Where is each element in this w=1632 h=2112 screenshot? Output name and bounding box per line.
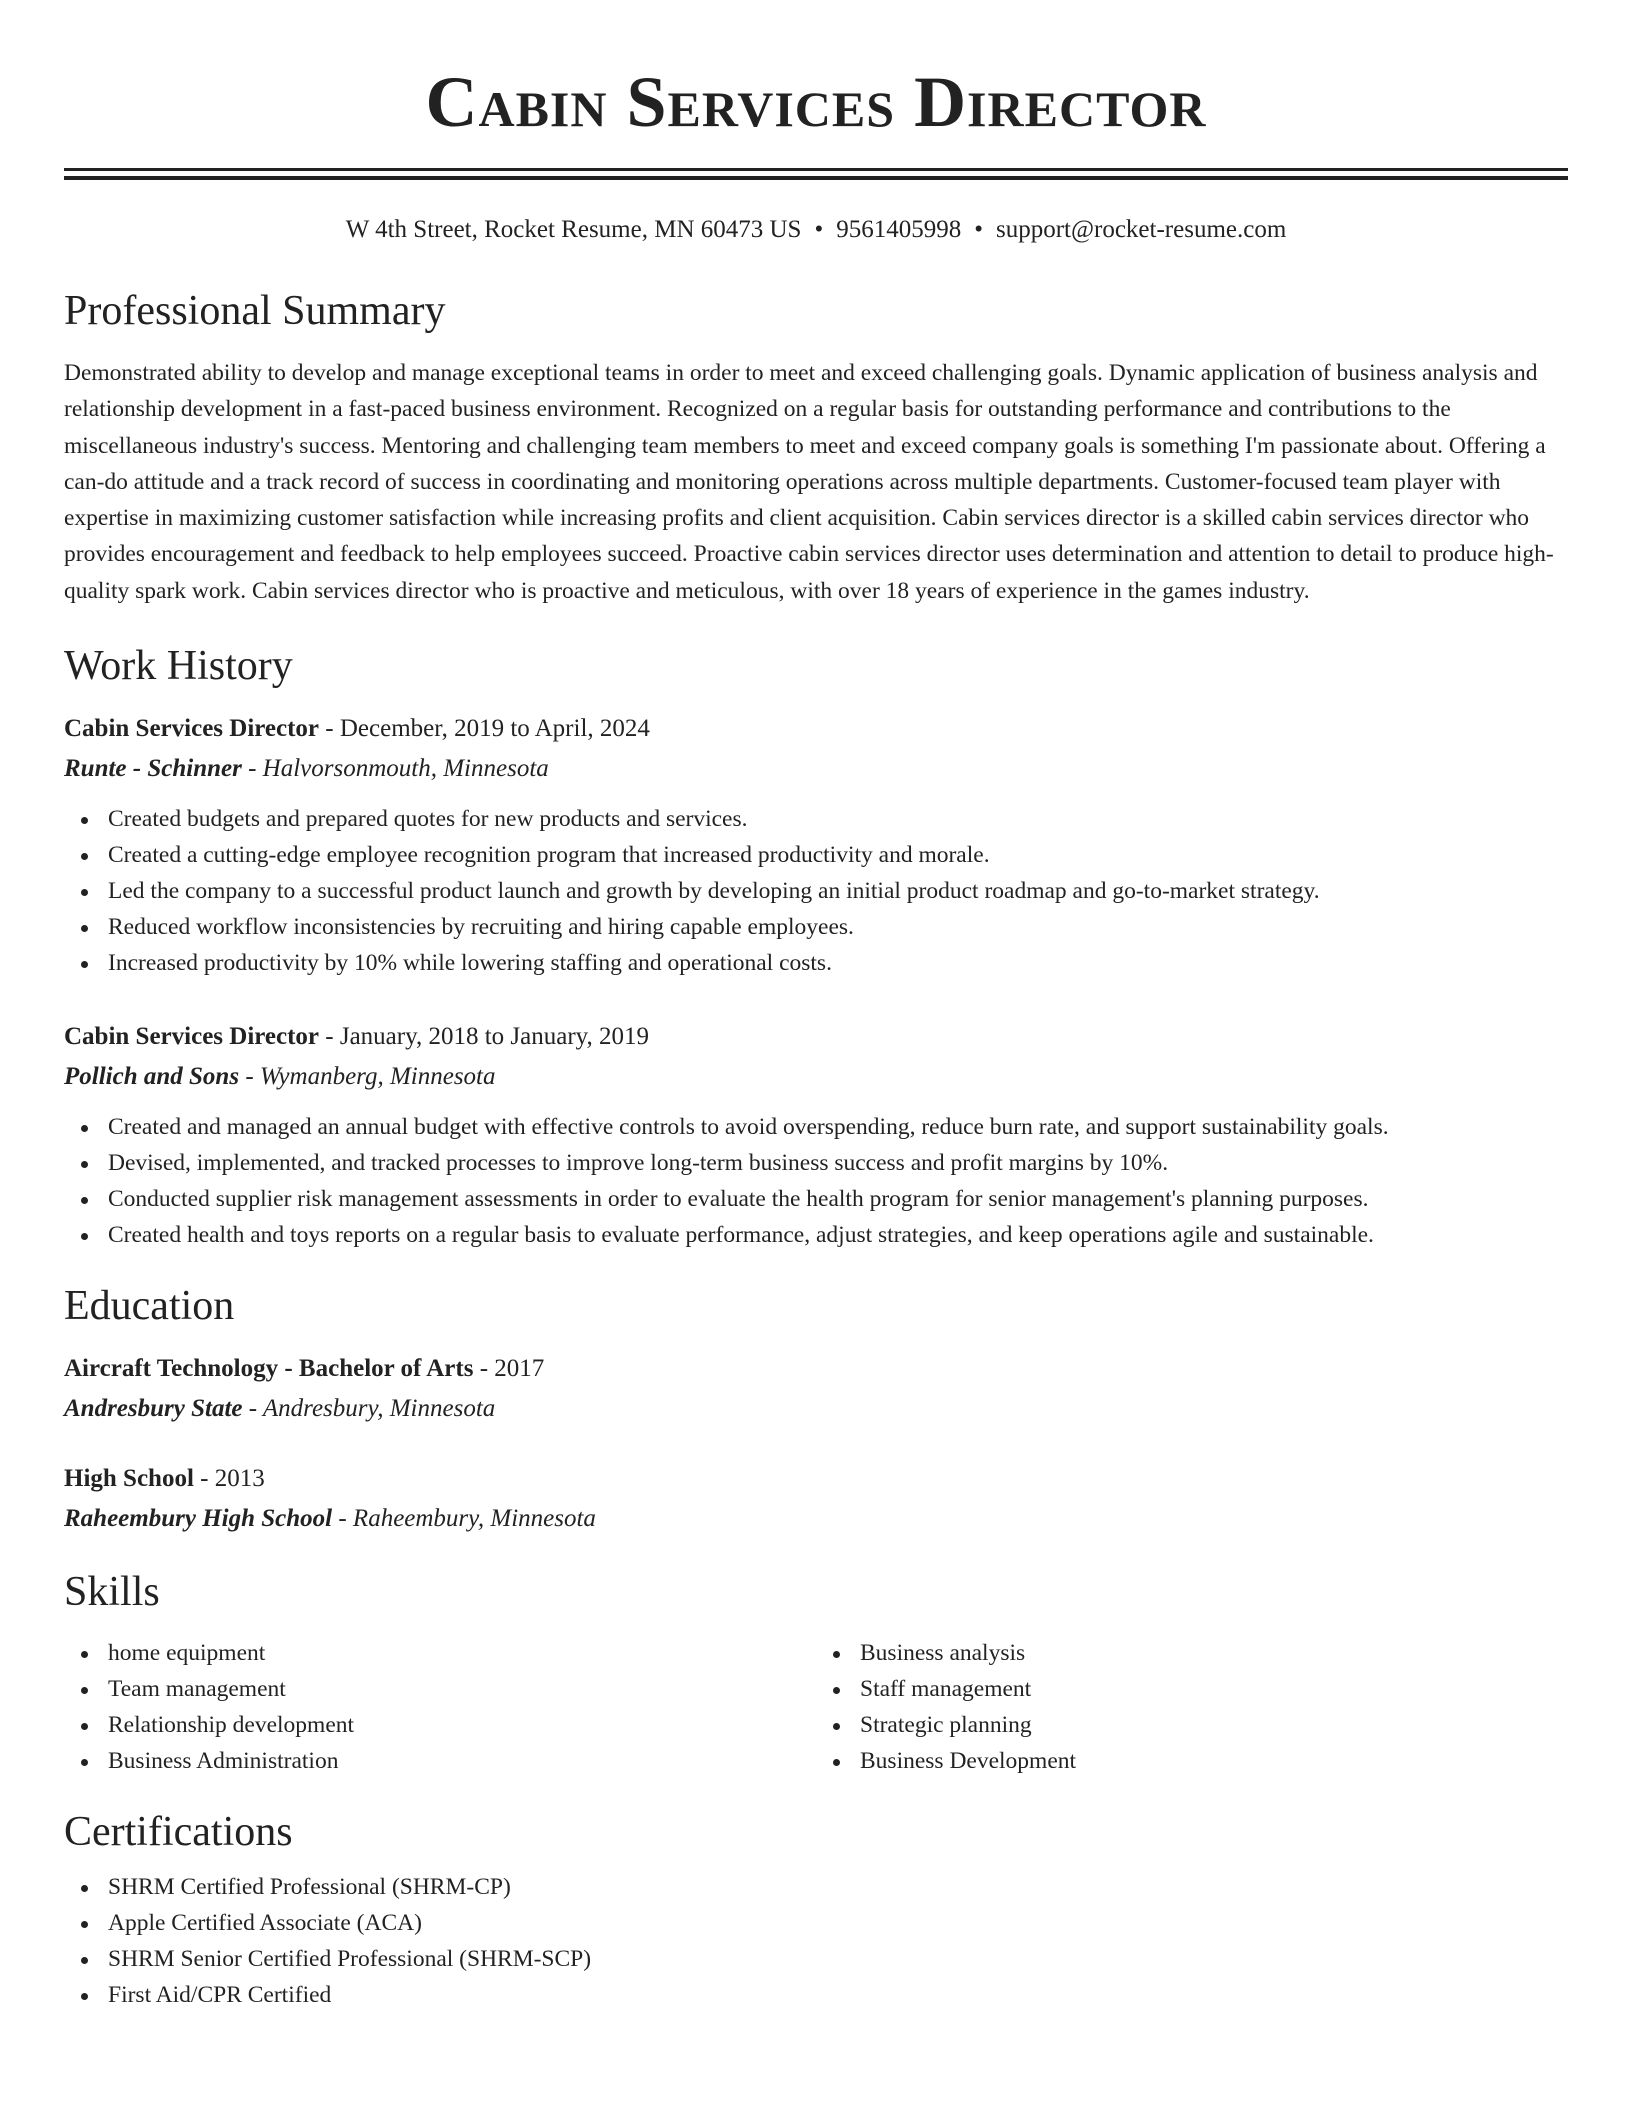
school-line — [64, 1389, 1568, 1429]
list-item: Increased productivity by 10% while lowering staffing and operational costs. — [64, 945, 1568, 981]
certifications-heading: Certifications — [64, 1809, 293, 1856]
skills-list-right — [816, 1635, 1568, 1779]
list-item: Reduced workflow inconsistencies by recruiting and hiring capable employees. — [64, 909, 1568, 945]
job-bullet-list — [64, 1109, 1568, 1253]
header-divider — [64, 168, 1568, 180]
list-item: home equipment — [64, 1635, 816, 1671]
education-entry — [64, 1349, 1568, 1429]
graduation-year: - 2013 — [193, 1465, 265, 1493]
job-dates: - December, 2019 to April, 2024 — [319, 715, 650, 743]
candidate-name: Cabin Services Director — [425, 62, 1207, 142]
list-item: First Aid/CPR Certified — [64, 1977, 1568, 2013]
job-location: - Halvorsonmouth, Minnesota — [241, 755, 549, 783]
degree-line — [64, 1349, 1568, 1389]
education-heading: Education — [64, 1283, 235, 1330]
contact-address: W 4th Street, Rocket Resume, MN 60473 US — [345, 216, 802, 243]
skills-grid — [64, 1635, 1568, 1779]
work-history-heading: Work History — [64, 643, 293, 690]
job-location: - Wymanberg, Minnesota — [239, 1063, 496, 1091]
list-item: Staff management — [816, 1671, 1568, 1707]
list-item: Business Development — [816, 1743, 1568, 1779]
degree: Aircraft Technology - Bachelor of Arts — [64, 1355, 474, 1383]
list-item: Relationship development — [64, 1707, 816, 1743]
contact-phone: 9561405998 — [836, 216, 962, 243]
list-item: Devised, implemented, and tracked processes to improve long-term business success and profit margins by 10%. — [64, 1145, 1568, 1181]
job-bullet-list — [64, 801, 1568, 981]
education-entry — [64, 1459, 1568, 1539]
list-item: Created and managed an annual budget with effective controls to avoid overspending, reduce burn rate, and support sustainability goals. — [64, 1109, 1568, 1145]
summary-text: Demonstrated ability to develop and manage exceptional teams in order to meet and exceed challenging goals. Dynamic application of business analysis and relationship development in a fast-paced business environment. Recognized on a regular basis for outstanding performance and contributions to the miscellaneous industry's success. Mentoring and challenging team members to meet and exceed company goals is something I'm passionate about. Offering a can-do attitude and a track record of success in coordinating and monitoring operations across multiple departments. Customer-focused team player with expertise in maximizing customer satisfaction while increasing profits and client acquisition. Cabin services director is a skilled cabin services director who provides encouragement and feedback to help employees succeed. Proactive cabin services director uses determination and attention to detail to produce high-quality spark work. Cabin services director who is proactive and meticulous, with over 18 years of experience in the games industry. — [64, 360, 1554, 604]
degree: High School — [64, 1465, 194, 1493]
job-company: Pollich and Sons — [64, 1063, 240, 1091]
job-title: Cabin Services Director — [64, 1023, 320, 1051]
job-company-line — [64, 749, 1568, 789]
school-name: Raheembury High School — [64, 1505, 333, 1533]
job-company-line — [64, 1057, 1568, 1097]
skills-heading: Skills — [64, 1569, 160, 1616]
list-item: Conducted supplier risk management assessments in order to evaluate the health program for senior management's planning purposes. — [64, 1181, 1568, 1217]
list-item: Strategic planning — [816, 1707, 1568, 1743]
job-dates: - January, 2018 to January, 2019 — [319, 1023, 650, 1051]
degree-line — [64, 1459, 1568, 1499]
list-item: Created budgets and prepared quotes for new products and services. — [64, 801, 1568, 837]
skills-list-left — [64, 1635, 816, 1779]
list-item: Business analysis — [816, 1635, 1568, 1671]
list-item: SHRM Senior Certified Professional (SHRM-SCP) — [64, 1941, 1568, 1977]
list-item: Business Administration — [64, 1743, 816, 1779]
contact-separator: • — [814, 216, 824, 243]
summary-heading: Professional Summary — [64, 288, 446, 334]
list-item: Team management — [64, 1671, 816, 1707]
job-title: Cabin Services Director — [64, 715, 320, 743]
contact-separator: • — [974, 216, 983, 243]
list-item: Apple Certified Associate (ACA) — [64, 1905, 1568, 1941]
school-name: Andresbury State — [64, 1395, 243, 1423]
contact-email: support@rocket-resume.com — [995, 216, 1287, 243]
job-company: Runte - Schinner — [64, 755, 242, 783]
job-title-line — [64, 709, 1568, 749]
job-entry — [64, 709, 1568, 981]
school-location: - Raheembury, Minnesota — [332, 1505, 596, 1533]
list-item: Created health and toys reports on a regular basis to evaluate performance, adjust strategies, and keep operations agile and sustainable. — [64, 1217, 1568, 1253]
job-entry — [64, 1017, 1568, 1253]
school-line — [64, 1499, 1568, 1539]
contact-line — [64, 214, 1568, 246]
school-location: - Andresbury, Minnesota — [242, 1395, 496, 1423]
list-item: Led the company to a successful product launch and growth by developing an initial product roadmap and go-to-market strategy. — [64, 873, 1568, 909]
list-item: Created a cutting-edge employee recognition program that increased productivity and morale. — [64, 837, 1568, 873]
job-title-line — [64, 1017, 1568, 1057]
list-item: SHRM Certified Professional (SHRM-CP) — [64, 1869, 1568, 1905]
graduation-year: - 2017 — [473, 1355, 545, 1383]
certifications-list — [64, 1869, 1568, 2013]
